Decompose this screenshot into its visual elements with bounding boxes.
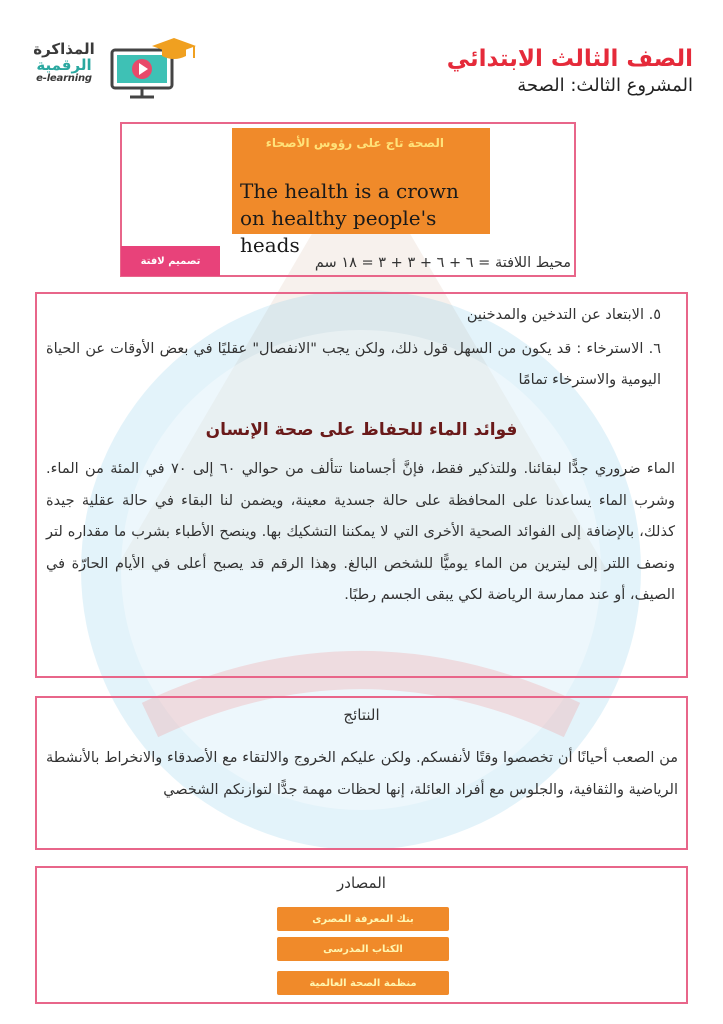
english-saying: The health is a crown on healthy people's heads — [240, 179, 459, 257]
results-title: النتائج — [343, 706, 380, 724]
results-text: من الصعب أحيانًا أن تخصصوا وقتًا لأنفسكم. ولكن عليكم الخروج والالتقاء مع الأصدقاء والانخراط بالأنشطة الرياضية والثقافية، والجلوس مع أفراد العائلة، إنها لحظات مهمة جدًّا لتوازنكم الشخصي — [46, 750, 678, 798]
sources-title: المصادر — [337, 874, 386, 892]
source-button-who[interactable]: منظمة الصحة العالمية — [277, 971, 449, 995]
header-title — [447, 46, 693, 97]
logo — [28, 36, 198, 106]
arabic-saying: الصحة تاج على رؤوس الأصحاء — [265, 136, 444, 150]
logo-line-2: الرقمية — [36, 55, 92, 74]
list-item-6: ٦. الاسترخاء : قد يكون من السهل قول ذلك، ولكن يجب "الانفصال" عقليًا في بعض الأوقات عن الحياة اليومية والاسترخاء تمامًا — [46, 341, 661, 388]
water-heading: فوائد الماء للحفاظ على صحة الإنسان — [205, 420, 518, 440]
grade-title: الصف الثالث الابتدائي — [446, 46, 693, 72]
logo-line-3: e-learning — [36, 72, 92, 84]
list-item-5: ٥. الابتعاد عن التدخين والمدخنين — [466, 307, 661, 323]
monitor-play-icon — [108, 36, 198, 102]
logo-text — [28, 42, 100, 84]
design-banner-button[interactable]: تصميم لافتة — [121, 246, 220, 276]
perimeter-text: محيط اللافتة = ٦ + ٦ + ٣ + ٣ = ١٨ سم — [314, 255, 571, 271]
source-button-knowledge-bank[interactable]: بنك المعرفة المصرى — [277, 907, 449, 931]
logo-line-1: المذاكرة — [33, 40, 95, 58]
project-title: المشروع الثالث: الصحة — [517, 74, 693, 96]
banner-card — [232, 128, 490, 257]
source-button-textbook[interactable]: الكتاب المدرسى — [277, 937, 449, 961]
water-paragraph: الماء ضروري جدًّا لبقائنا. وللتذكير فقط، فإنَّ أجسامنا تتألف من حوالي ٦٠ إلى ٧٠ في المئة من الماء. وشرب الماء يساعدنا على المحافظة على حالة جسدية معينة، ويضمن لنا البقاء في حالة عقلية جيدة كذلك، بالإضافة إلى الفوائد الصحية الأخرى التي لا يمكننا التشكيك بها. وينصح الأطباء بشرب ما مقداره لتر ونصف اللتر إلى ليترين من الماء يوميًّا للشخص البالغ. وهذا الرقم قد يصبح أعلى في الأيام الحارّة في الصيف، أو عند ممارسة الرياضة لكي يبقى الجسم رطبًا. — [46, 461, 675, 603]
